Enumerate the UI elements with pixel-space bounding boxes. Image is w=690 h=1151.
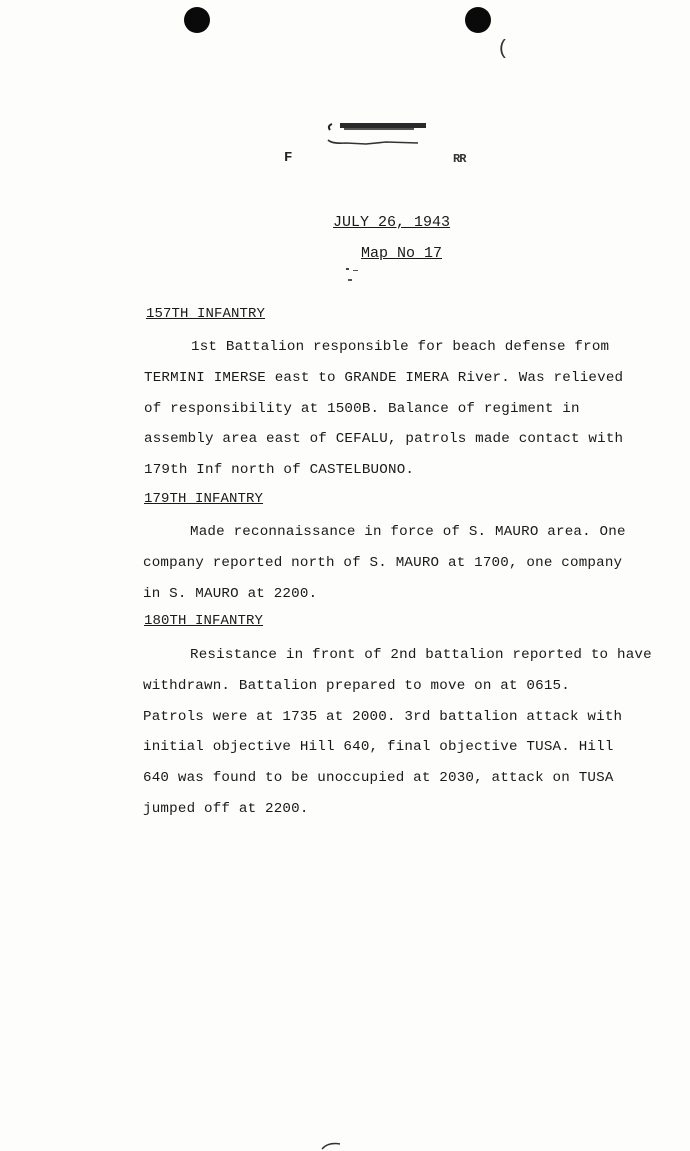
redacted-classification-mark <box>326 120 428 150</box>
section-heading-180th: 180TH INFANTRY <box>144 613 264 629</box>
punch-hole-right <box>465 7 491 33</box>
stamp-mark-left: F <box>284 150 293 166</box>
document-date: JULY 26, 1943 <box>333 214 451 231</box>
body-line: initial objective Hill 640, final objective TUSA. Hill <box>143 739 614 756</box>
body-line: assembly area east of CEFALU, patrols made contact with <box>144 431 624 448</box>
body-line: Made reconnaissance in force of S. MAURO area. One <box>190 524 626 540</box>
ink-specks <box>340 266 370 286</box>
body-line: 640 was found to be unoccupied at 2030, attack on TUSA <box>143 770 614 787</box>
section-body-179th <box>143 517 626 609</box>
body-line: Patrols were at 1735 at 2000. 3rd battalion attack with <box>143 708 623 725</box>
body-line: withdrawn. Battalion prepared to move on at 0615. <box>143 677 570 694</box>
stamp-mark-right: RR <box>453 152 466 166</box>
body-line: in S. MAURO at 2200. <box>143 585 318 602</box>
section-heading-157th: 157TH INFANTRY <box>146 306 266 322</box>
punch-hole-left <box>184 7 210 33</box>
map-number: Map No 17 <box>361 245 443 262</box>
body-line: TERMINI IMERSE east to GRANDE IMERA River. Was relieved <box>144 369 624 386</box>
section-heading-179th: 179TH INFANTRY <box>144 491 264 507</box>
body-line: company reported north of S. MAURO at 1700, one company <box>143 554 623 571</box>
margin-paren-mark: ( <box>497 38 510 61</box>
body-line: of responsibility at 1500B. Balance of regiment in <box>144 400 580 417</box>
body-line: 1st Battalion responsible for beach defense from <box>191 339 610 355</box>
section-body-180th <box>143 640 652 825</box>
body-line: jumped off at 2200. <box>143 800 309 817</box>
section-body-157th <box>144 332 623 486</box>
body-line: Resistance in front of 2nd battalion reported to have <box>190 647 652 663</box>
body-line: 179th Inf north of CASTELBUONO. <box>144 462 415 479</box>
bottom-ink-mark <box>320 1141 342 1151</box>
